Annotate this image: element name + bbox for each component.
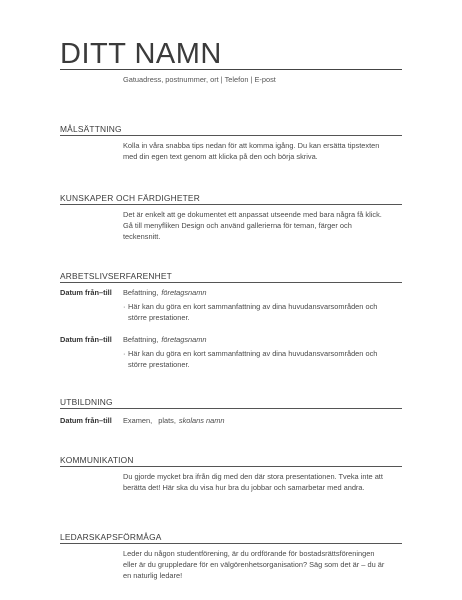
- education-degree: Examen,: [123, 416, 153, 425]
- section-title-objective[interactable]: MÅLSÄTTNING: [60, 124, 122, 134]
- education-place: plats,: [158, 416, 176, 425]
- education-date[interactable]: Datum från–till: [60, 416, 112, 425]
- job-bullet-text: Här kan du göra en kort sammanfattning av dina huvudansvarsområden och större prestationer.: [128, 349, 378, 369]
- section-title-education[interactable]: UTBILDNING: [60, 397, 113, 407]
- objective-text[interactable]: Kolla in våra snabba tips nedan för att komma igång. Du kan ersätta tipstexten med din egen text genom att klicka på den och börja skriva.: [123, 141, 380, 161]
- job-title[interactable]: [123, 288, 207, 297]
- section-title-leadership[interactable]: LEDARSKAPSFÖRMÅGA: [60, 532, 162, 542]
- section-divider-experience: [60, 282, 402, 283]
- section-divider-objective: [60, 135, 402, 136]
- job-role: Befattning,: [123, 335, 159, 344]
- section-divider-communication: [60, 466, 402, 467]
- section-divider-skills: [60, 204, 402, 205]
- skills-text[interactable]: Det är enkelt att ge dokumentet ett anpassat utseende med bara några få klick. Gå till menyfliken Design och använd gallerierna för teman, färger och teckensnitt.: [123, 210, 382, 241]
- resume-name[interactable]: DITT NAMN: [60, 38, 222, 70]
- name-divider: [60, 69, 402, 70]
- education-school: skolans namn: [178, 416, 225, 425]
- communication-text[interactable]: Du gjorde mycket bra ifrån dig med den där stora presentationen. Tveka inte att berätta det! Här ska du visa hur bra du jobbar och samarbetar med andra.: [123, 472, 383, 492]
- job-company: företagsnamn: [161, 288, 207, 297]
- job-title[interactable]: [123, 335, 207, 344]
- job-bullet[interactable]: [123, 349, 393, 371]
- section-divider-education: [60, 408, 402, 409]
- section-divider-leadership: [60, 543, 402, 544]
- job-bullet-text: Här kan du göra en kort sammanfattning av dina huvudansvarsområden och större prestationer.: [128, 302, 378, 322]
- section-title-communication[interactable]: KOMMUNIKATION: [60, 455, 134, 465]
- job-date[interactable]: Datum från–till: [60, 288, 112, 297]
- leadership-text[interactable]: Leder du någon studentförening, är du ordförande för bostadsrättsföreningen eller är du gruppledare för en välgörenhetsorganisation? Säg som det är – du är en naturlig ledare!: [123, 549, 385, 580]
- job-bullet[interactable]: [123, 302, 393, 324]
- job-role: Befattning,: [123, 288, 159, 297]
- bullet-dot-icon: ·: [123, 349, 126, 358]
- bullet-dot-icon: ·: [123, 302, 126, 311]
- section-title-experience[interactable]: ARBETSLIVSERFARENHET: [60, 271, 172, 281]
- contact-info[interactable]: Gatuadress, postnummer, ort | Telefon | E-post: [123, 75, 276, 84]
- job-date[interactable]: Datum från–till: [60, 335, 112, 344]
- education-line[interactable]: [123, 416, 225, 425]
- section-title-skills[interactable]: KUNSKAPER OCH FÄRDIGHETER: [60, 193, 200, 203]
- job-company: företagsnamn: [161, 335, 207, 344]
